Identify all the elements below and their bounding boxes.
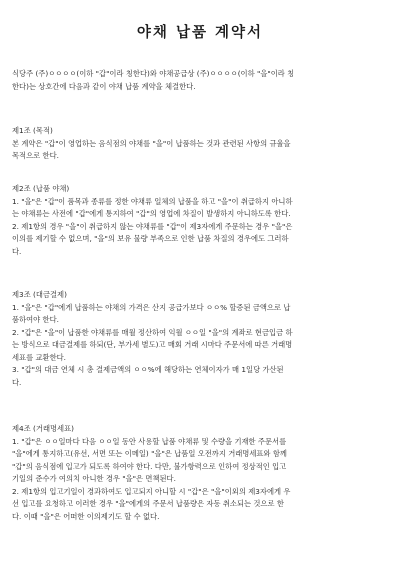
article-2-line: 다.: [12, 246, 22, 256]
article-4-line: 2. 제1항의 입고기일이 경과하여도 입고되지 아니할 시 "갑"은 "을"이외의 제3자에게 우: [12, 486, 291, 496]
article-3-heading: 제3조 (대금결제): [12, 290, 67, 299]
article-3-line: 다.: [12, 377, 22, 387]
article-3-line: 3. "갑"의 대금 연체 시 총 결제금액의 ㅇㅇ%에 해당하는 연체이자가 매 1일당 가산된: [12, 365, 284, 374]
article-3: [12, 289, 388, 389]
article-1-line: 본 계약은 "갑"이 영업하는 음식점의 야채를 "을"이 납품하는 것과 관련된 사항의 규율을: [12, 138, 291, 148]
article-4-line: "을"에게 통지하고(유선, 서면 또는 이메일) "을"은 납품일 오전까지 거래명세표와 함께: [12, 449, 287, 458]
article-1: [12, 125, 388, 163]
article-4-line: 다. 이때 "을"은 어떠한 이의제기도 할 수 없다.: [12, 511, 160, 521]
article-2-line: 2. 제1항의 경우 "을"이 취급하지 않는 야채류를 "갑"이 제3자에게 주문하는 경우 "을"은: [12, 221, 293, 231]
article-2-line: 이의를 제기할 수 없으며, "을"의 보유 물량 부족으로 인한 납품 차질의 경우에도 그러하: [12, 234, 289, 243]
article-3-line: 2. "갑"은 "을"이 납품한 야채류를 매월 정산하여 익월 ㅇㅇ일 "을"의 계좌로 현금입금 하: [12, 327, 293, 337]
page-title: 야채 납품 계약서: [136, 25, 264, 41]
intro-paragraph: [12, 68, 388, 93]
article-3-line: 는 방식으로 대금결제를 하되(단, 부가세 별도)고 매회 거래 시마다 주문서에 따른 거래명: [12, 340, 293, 349]
article-4-line: "갑"의 음식점에 입고가 되도록 하여야 한다. 다만, 불가항력으로 인하여 정상적인 입고: [12, 461, 287, 471]
article-2-line: 는 야채류는 사전에 "갑"에게 통지하여 "갑"의 영업에 차질이 발생하지 아니하도록 한다.: [12, 209, 291, 218]
article-1-line: 목적으로 한다.: [12, 151, 59, 160]
article-2-line: 1. "을"은 "갑"이 품목과 종류를 정한 야채류 일체의 납품을 하고 "을"이 취급하지 아니하: [12, 196, 293, 206]
article-2: [12, 183, 388, 258]
intro-line: 한다)는 상호간에 다음과 같이 야채 납품 계약을 체결한다.: [12, 81, 196, 91]
intro-line: 식당주 (주)ㅇㅇㅇㅇ(이하 "갑"이라 칭한다)와 야채공급상 (주)ㅇㅇㅇㅇ(이하 "을"이라 칭: [12, 69, 295, 78]
article-4: [12, 423, 388, 523]
article-1-heading: 제1조 (목적): [12, 126, 53, 135]
article-4-heading: 제4조 (거래명세표): [12, 424, 74, 433]
article-3-line: 세표를 교환한다.: [12, 352, 66, 362]
article-4-line: 선 입고를 요청하고 이러한 경우 "을"에게의 주문서 납품량은 자동 취소되는 것으로 한: [12, 499, 284, 508]
article-4-line: 기일의 준수가 여의치 아니한 경우 "을"은 면책된다.: [12, 474, 176, 483]
article-3-line: 1. "을"은 "갑"에게 납품하는 야채의 가격은 산지 공급가보다 ㅇㅇ% 할증된 금액으로 납: [12, 302, 291, 312]
article-4-line: 1. "갑"은 ㅇㅇ일마다 다음 ㅇㅇ일 동안 사용할 납품 야채류 및 수량을 기재한 주문서를: [12, 436, 287, 446]
article-3-line: 품하여야 한다.: [12, 315, 59, 324]
article-2-heading: 제2조 (납품 야채): [12, 184, 70, 193]
